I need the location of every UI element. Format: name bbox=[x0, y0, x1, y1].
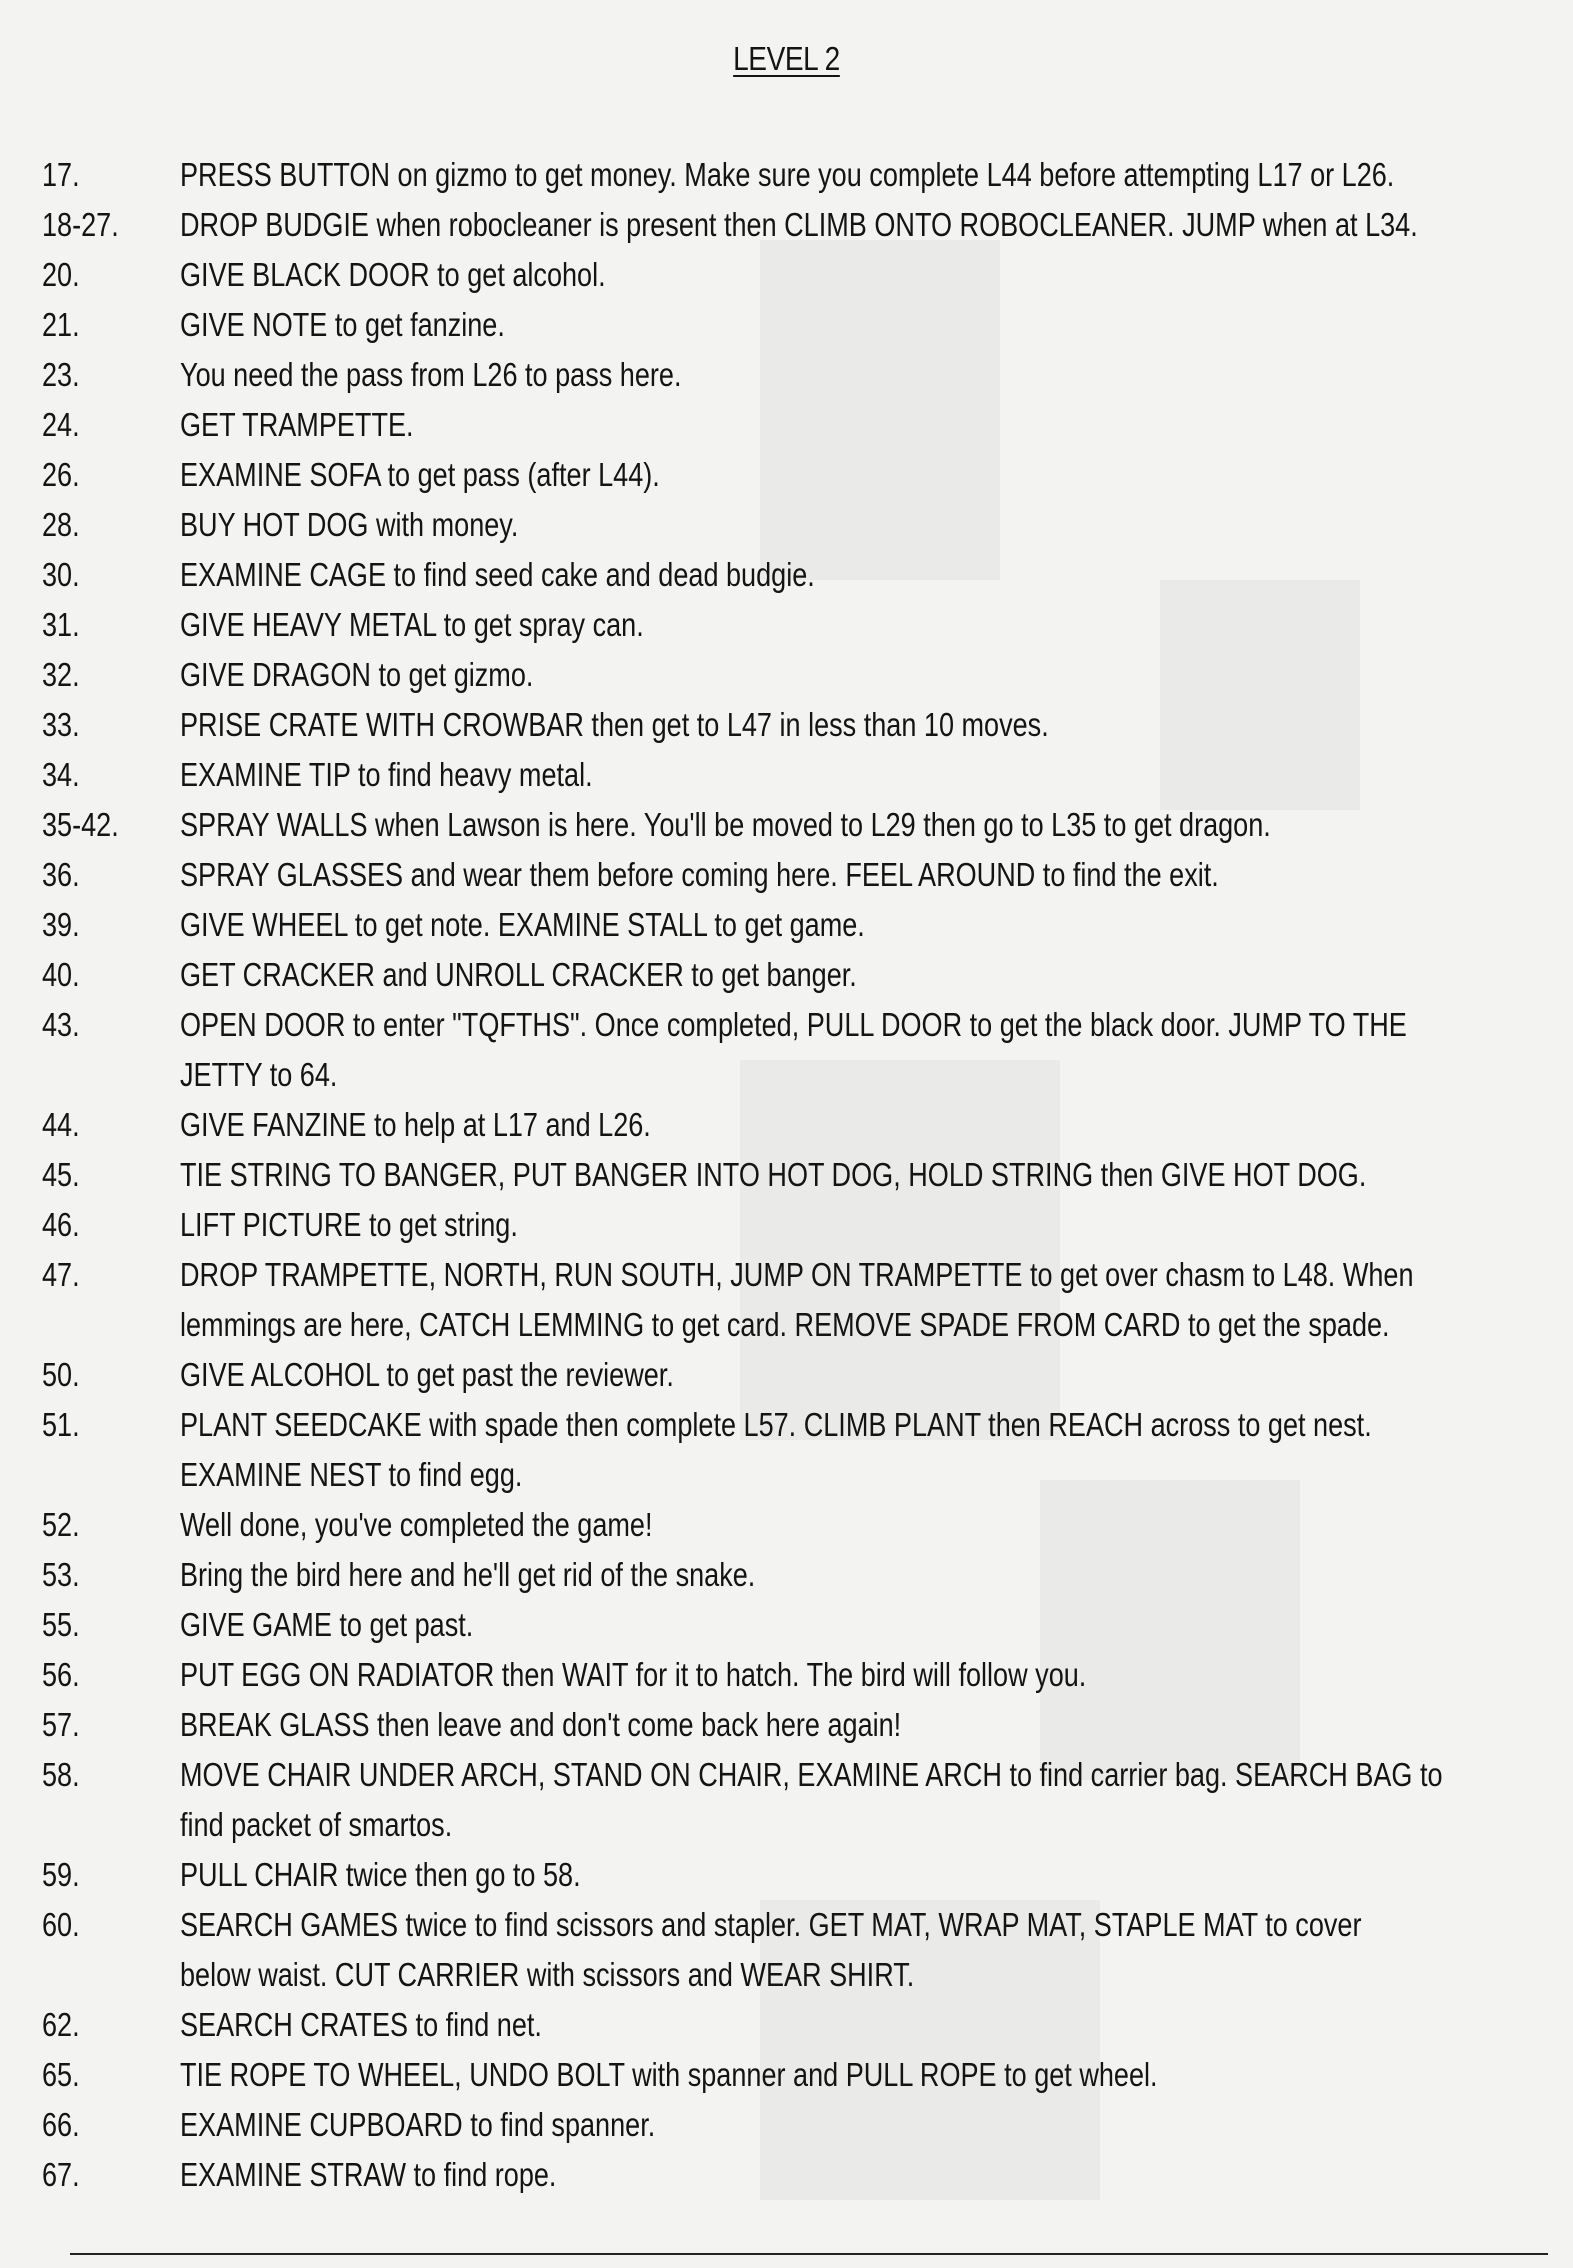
location-number: 60. bbox=[42, 1906, 80, 1943]
entry-text: LIFT PICTURE to get string. bbox=[180, 1206, 518, 1243]
entry-text: EXAMINE CAGE to find seed cake and dead budgie. bbox=[180, 556, 815, 593]
location-number: 21. bbox=[42, 306, 80, 343]
entry-text: EXAMINE SOFA to get pass (after L44). bbox=[180, 456, 660, 493]
entry-text: You need the pass from L26 to pass here. bbox=[180, 356, 682, 393]
entry-text: DROP BUDGIE when robocleaner is present then CLIMB ONTO ROBOCLEANER. JUMP when at L34. bbox=[180, 206, 1418, 243]
location-number: 44. bbox=[42, 1106, 80, 1143]
location-number: 56. bbox=[42, 1656, 80, 1693]
location-number: 33. bbox=[42, 706, 80, 743]
location-number: 52. bbox=[42, 1506, 80, 1543]
entry-text: GIVE WHEEL to get note. EXAMINE STALL to get game. bbox=[180, 906, 865, 943]
entry-text: SPRAY WALLS when Lawson is here. You'll be moved to L29 then go to L35 to get dragon. bbox=[180, 806, 1271, 843]
location-number: 59. bbox=[42, 1856, 80, 1893]
entry-text: GIVE DRAGON to get gizmo. bbox=[180, 656, 534, 693]
entry-text: EXAMINE STRAW to find rope. bbox=[180, 2156, 557, 2193]
location-number: 62. bbox=[42, 2006, 80, 2043]
location-number: 40. bbox=[42, 956, 80, 993]
location-number: 55. bbox=[42, 1606, 80, 1643]
entry-text: MOVE CHAIR UNDER ARCH, STAND ON CHAIR, EXAMINE ARCH to find carrier bag. SEARCH BAG to find packet of smartos. bbox=[180, 1756, 1443, 1843]
entry-text: DROP TRAMPETTE, NORTH, RUN SOUTH, JUMP ON TRAMPETTE to get over chasm to L48. When lemmings are here, CATCH LEMMING to get card. REMOVE SPADE FROM CARD to get the spade. bbox=[180, 1256, 1414, 1343]
entry-text: GIVE GAME to get past. bbox=[180, 1606, 474, 1643]
location-number: 30. bbox=[42, 556, 80, 593]
location-number: 28. bbox=[42, 506, 80, 543]
entry-text: GET CRACKER and UNROLL CRACKER to get banger. bbox=[180, 956, 857, 993]
location-number: 67. bbox=[42, 2156, 80, 2193]
entry-text: BREAK GLASS then leave and don't come back here again! bbox=[180, 1706, 902, 1743]
entry-text: GIVE ALCOHOL to get past the reviewer. bbox=[180, 1356, 674, 1393]
location-number: 53. bbox=[42, 1556, 80, 1593]
entry-text: SEARCH CRATES to find net. bbox=[180, 2006, 542, 2043]
entry-text: Bring the bird here and he'll get rid of the snake. bbox=[180, 1556, 756, 1593]
entry-text: GET TRAMPETTE. bbox=[180, 406, 414, 443]
location-number: 36. bbox=[42, 856, 80, 893]
location-number: 47. bbox=[42, 1256, 80, 1293]
entry-text: OPEN DOOR to enter "TQFTHS". Once completed, PULL DOOR to get the black door. JUMP TO THE JETTY to 64. bbox=[180, 1006, 1407, 1093]
entry-text: TIE ROPE TO WHEEL, UNDO BOLT with spanner and PULL ROPE to get wheel. bbox=[180, 2056, 1158, 2093]
entry-text: PLANT SEEDCAKE with spade then complete L57. CLIMB PLANT then REACH across to get nest. EXAMINE NEST to find egg. bbox=[180, 1406, 1372, 1493]
location-number: 65. bbox=[42, 2056, 80, 2093]
entry-text: PRESS BUTTON on gizmo to get money. Make sure you complete L44 before attempting L17 or L26. bbox=[180, 156, 1395, 193]
entry-text: PUT EGG ON RADIATOR then WAIT for it to hatch. The bird will follow you. bbox=[180, 1656, 1087, 1693]
location-number: 26. bbox=[42, 456, 80, 493]
location-number: 24. bbox=[42, 406, 80, 443]
location-number: 35-42. bbox=[42, 806, 119, 843]
entry-text: BUY HOT DOG with money. bbox=[180, 506, 519, 543]
location-number: 57. bbox=[42, 1706, 80, 1743]
location-number: 58. bbox=[42, 1756, 80, 1793]
location-number: 18-27. bbox=[42, 206, 119, 243]
entry-text: Well done, you've completed the game! bbox=[180, 1506, 653, 1543]
location-number: 31. bbox=[42, 606, 80, 643]
entry-text: SEARCH GAMES twice to find scissors and stapler. GET MAT, WRAP MAT, STAPLE MAT to cover below waist. CUT CARRIER with scissors and WEAR SHIRT. bbox=[180, 1906, 1362, 1993]
entry-text: GIVE HEAVY METAL to get spray can. bbox=[180, 606, 644, 643]
location-number: 17. bbox=[42, 156, 80, 193]
location-number: 32. bbox=[42, 656, 80, 693]
location-number: 23. bbox=[42, 356, 80, 393]
entry-text: PRISE CRATE WITH CROWBAR then get to L47 in less than 10 moves. bbox=[180, 706, 1049, 743]
location-number: 50. bbox=[42, 1356, 80, 1393]
entry-text: GIVE FANZINE to help at L17 and L26. bbox=[180, 1106, 651, 1143]
entry-text: EXAMINE TIP to find heavy metal. bbox=[180, 756, 593, 793]
entry-text: SPRAY GLASSES and wear them before coming here. FEEL AROUND to find the exit. bbox=[180, 856, 1219, 893]
bottom-rule bbox=[70, 2253, 1548, 2255]
location-number: 46. bbox=[42, 1206, 80, 1243]
entry-text: EXAMINE CUPBOARD to find spanner. bbox=[180, 2106, 656, 2143]
entry-text: GIVE BLACK DOOR to get alcohol. bbox=[180, 256, 606, 293]
location-number: 45. bbox=[42, 1156, 80, 1193]
location-number: 51. bbox=[42, 1406, 80, 1443]
location-number: 66. bbox=[42, 2106, 80, 2143]
entry-text: TIE STRING TO BANGER, PUT BANGER INTO HOT DOG, HOLD STRING then GIVE HOT DOG. bbox=[180, 1156, 1367, 1193]
location-number: 34. bbox=[42, 756, 80, 793]
location-number: 20. bbox=[42, 256, 80, 293]
entry-text: GIVE NOTE to get fanzine. bbox=[180, 306, 505, 343]
entry-text: PULL CHAIR twice then go to 58. bbox=[180, 1856, 581, 1893]
location-number: 39. bbox=[42, 906, 80, 943]
location-number: 43. bbox=[42, 1006, 80, 1043]
page-title: LEVEL 2 bbox=[733, 40, 840, 77]
